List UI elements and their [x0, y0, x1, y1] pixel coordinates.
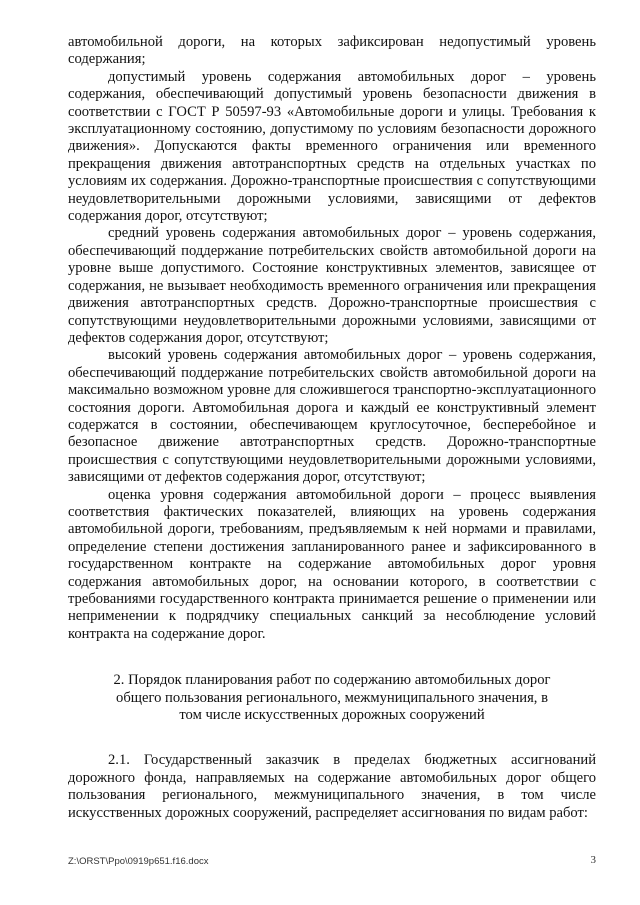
- page-number: 3: [590, 854, 596, 866]
- paragraph-acceptable-level: допустимый уровень содержания автомобильных дорог – уровень содержания, обеспечивающий допустимый уровень безопасности движения в соответствии с ГОСТ Р 50597-93 «Автомобильные дороги и улицы. Требования к эксплуатационному состоянию, допустимому по условиям безопасности дорожного движения». Допускаются факты временного ограничения или временного прекращения движения автотранспортных средств на отдельных участках по условиям их содержания. Дорожно-транспортные происшествия с сопутствующими неудовлетворительными дорожными условиями, зависящими от дефектов содержания дорог, отсутствуют;: [68, 68, 596, 225]
- paragraph-section-2-1: 2.1. Государственный заказчик в пределах бюджетных ассигнований дорожного фонда, направляемых на содержание автомобильных дорог общего пользования регионального, межмуниципального значения, в том числе искусственных дорожных сооружений, распределяет ассигнования по видам работ:: [68, 752, 596, 821]
- paragraph-high-level: высокий уровень содержания автомобильных дорог – уровень содержания, обеспечивающий поддержание потребительских свойств автомобильной дороги на максимально возможном уровне для сложившегося транспортно-эксплуатационного состояния дороги. Автомобильная дорога и каждый ее конструктивный элемент содержатся в состоянии, обеспечивающем круглосуточное, бесперебойное и безопасное движение автотранспортных средств. Дорожно-транспортные происшествия с сопутствующими неудовлетворительными дорожными условиями, зависящими от дефектов содержания дорог, отсутствуют;: [68, 347, 596, 486]
- section-heading: 2. Порядок планирования работ по содержанию автомобильных дорог общего пользования регионального, межмуниципального значения, в том числе искусственных дорожных сооружений: [113, 672, 551, 724]
- paragraph-medium-level: средний уровень содержания автомобильных дорог – уровень содержания, обеспечивающий поддержание потребительских свойств автомобильной дороги на уровне выше допустимого. Состояние конструктивных элементов, зависящее от содержания, не вызывает необходимость временного ограничения или прекращения движения автотранспортных средств. Дорожно-транспортные происшествия с сопутствующими неудовлетворительными дорожными условиями, зависящими от дефектов содержания дорог, отсутствуют;: [68, 225, 596, 346]
- paragraph-continuation: автомобильной дороги, на которых зафиксирован недопустимый уровень содержания;: [68, 34, 596, 68]
- document-body: [68, 34, 596, 822]
- paragraph-assessment: оценка уровня содержания автомобильной дороги – процесс выявления соответствия фактических показателей, влияющих на уровень содержания автомобильной дороги, требованиям, предъявляемым к ней нормами и правилами, определение степени достижения запланированного ранее и зафиксированного в государственном контракте на содержание автомобильных дорог уровня содержания автомобильных дорог, на основании которого, в соответствии с требованиями государственного контракта принимается решение о применении или неприменении к подрядчику специальных санкций за несоблюдение условий контракта на содержание дорог.: [68, 486, 596, 642]
- footer-file-path: Z:\ORST\Ppo\0919p651.f16.docx: [68, 856, 209, 867]
